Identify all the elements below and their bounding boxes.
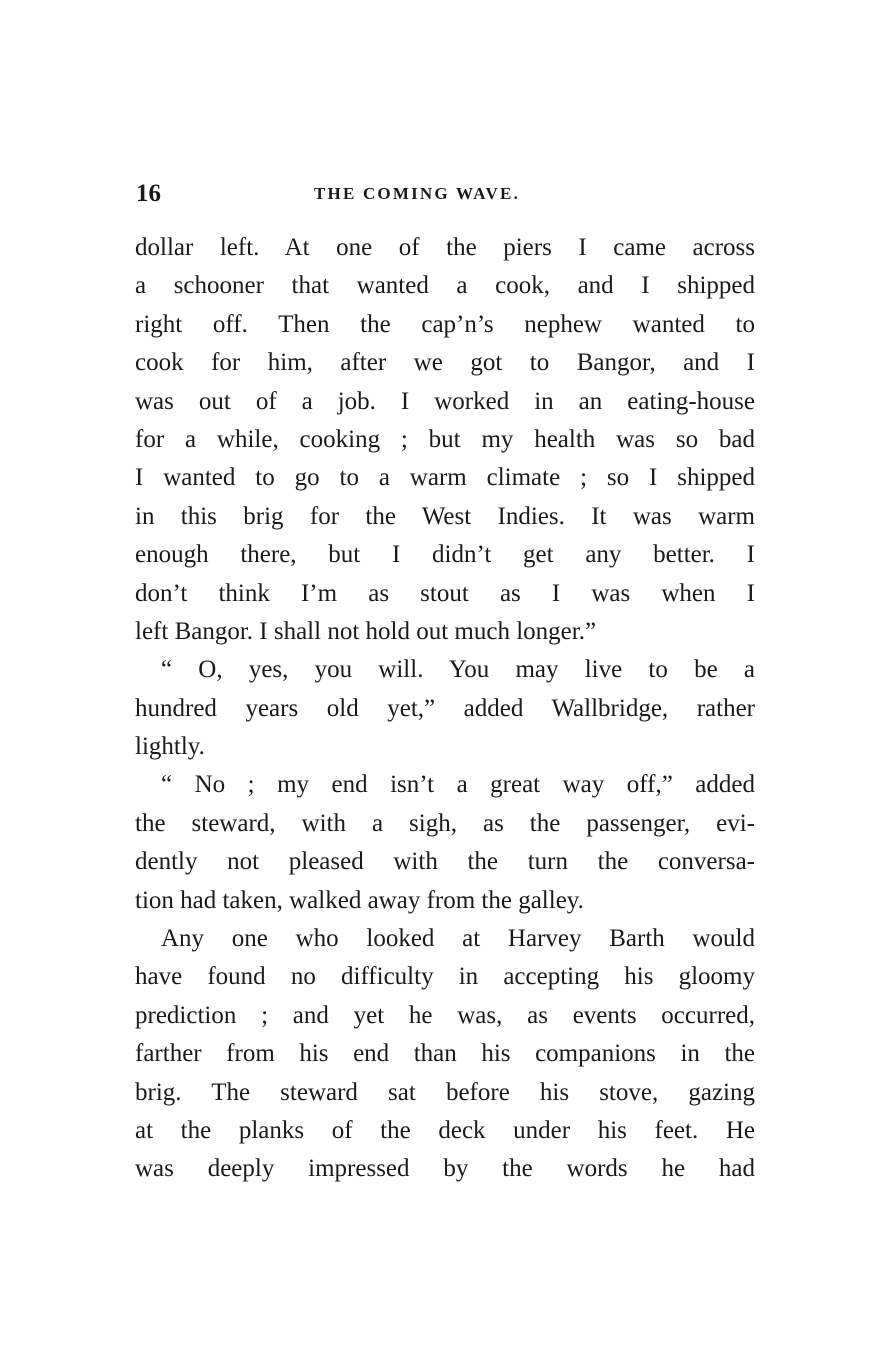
text-line: a schooner that wanted a cook, and I shipped xyxy=(135,272,755,300)
text-line: tion had taken, walked away from the galley. xyxy=(135,886,584,914)
text-line: “ No ; my end isn’t a great way off,” added xyxy=(161,771,755,799)
text-line: in this brig for the West Indies. It was warm xyxy=(135,502,755,530)
text-line: was deeply impressed by the words he had xyxy=(135,1155,755,1183)
text-line: farther from his end than his companions in the xyxy=(135,1040,755,1068)
text-line: prediction ; and yet he was, as events occurred, xyxy=(135,1001,755,1029)
text-line: for a while, cooking ; but my health was so bad xyxy=(135,425,755,453)
text-line: dollar left. At one of the piers I came across xyxy=(135,234,755,261)
text-line: cook for him, after we got to Bangor, and I xyxy=(135,349,755,377)
running-head: THE COMING WAVE. xyxy=(314,184,521,203)
body-text xyxy=(135,229,755,1189)
text-line: the steward, with a sigh, as the passenger, evi- xyxy=(135,809,755,837)
text-line: lightly. xyxy=(135,733,205,761)
text-line: enough there, but I didn’t get any better. I xyxy=(135,541,755,569)
text-line: have found no difficulty in accepting his gloomy xyxy=(135,963,755,991)
text-line: right off. Then the cap’n’s nephew wanted to xyxy=(135,310,755,338)
text-line: left Bangor. I shall not hold out much longer.” xyxy=(135,617,597,645)
text-line: don’t think I’m as stout as I was when I xyxy=(135,579,755,607)
text-line: brig. The steward sat before his stove, gazing xyxy=(135,1078,755,1106)
page-number: 16 xyxy=(136,180,161,207)
page-header xyxy=(136,176,756,212)
text-line: “ O, yes, you will. You may live to be a xyxy=(161,656,755,684)
text-line: I wanted to go to a warm climate ; so I shipped xyxy=(135,464,755,492)
text-line: dently not pleased with the turn the conversa- xyxy=(135,848,755,876)
text-line: was out of a job. I worked in an eating-house xyxy=(135,387,755,415)
text-line: at the planks of the deck under his feet. He xyxy=(135,1116,755,1144)
text-line: hundred years old yet,” added Wallbridge, rather xyxy=(135,694,755,722)
text-line: Any one who looked at Harvey Barth would xyxy=(161,925,755,953)
